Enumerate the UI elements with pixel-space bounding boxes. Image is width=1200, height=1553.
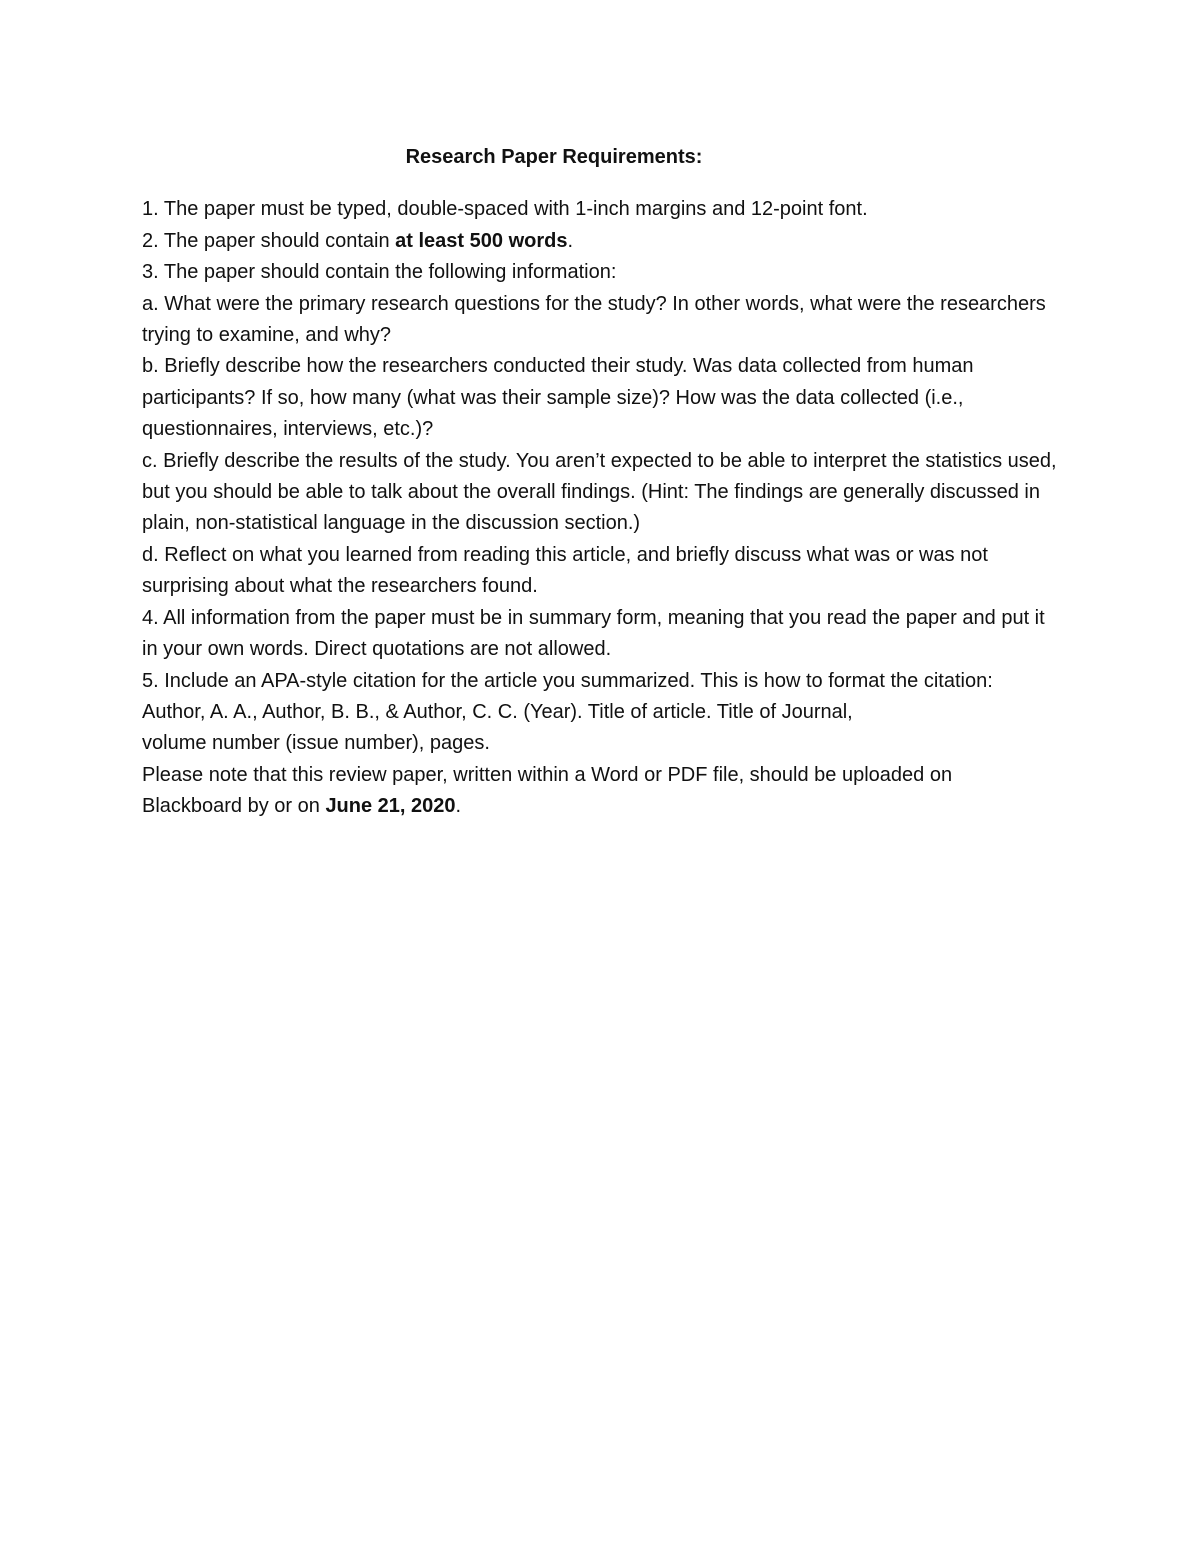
requirement-2-end: . [567, 229, 574, 252]
citation-format-line-2: volume number (issue number), pages. [142, 732, 490, 755]
submission-note [142, 760, 1042, 823]
document-title: Research Paper Requirements: [405, 146, 703, 168]
requirement-1: 1. The paper must be typed, double-spaced with 1-inch margins and 12-point font. [142, 198, 868, 221]
requirement-5: 5. Include an APA-style citation for the article you summarized. This is how to format the citation: [142, 669, 993, 692]
requirement-3c: c. Briefly describe the results of the study. You aren’t expected to be able to interpret the statistics used, but you should be able to talk about the overall findings. (Hint: The findings are generally discussed in plain, non-statistical language in the discussion section.) [142, 449, 1057, 535]
document-body [142, 142, 1062, 823]
submission-note-text: Please note that this review paper, written within a Word or PDF file, should be uploaded on Blackboard by or on [142, 763, 953, 818]
citation-format-line-1: Author, A. A., Author, B. B., & Author, C. C. (Year). Title of article. Title of Journal, [142, 700, 853, 723]
submission-deadline: June 21, 2020 [325, 795, 456, 818]
requirement-3d: d. Reflect on what you learned from reading this article, and briefly discuss what was or was not surprising about what the researchers found. [142, 543, 988, 598]
requirement-2 [142, 226, 1062, 257]
requirement-2-text: 2. The paper should contain [142, 229, 396, 252]
requirement-3a: a. What were the primary research questions for the study? In other words, what were the researchers trying to examine, and why? [142, 292, 1046, 347]
requirement-3b: b. Briefly describe how the researchers conducted their study. Was data collected from human participants? If so, how many (what was their sample size)? How was the data collected (i.e., questionnaires, interviews, etc.)? [142, 355, 974, 441]
requirement-3: 3. The paper should contain the following information: [142, 261, 617, 284]
submission-note-end: . [455, 795, 462, 818]
requirement-2-word-count: at least 500 words [395, 229, 568, 252]
requirement-4: 4. All information from the paper must be in summary form, meaning that you read the paper and put it in your own words. Direct quotations are not allowed. [142, 606, 1045, 661]
